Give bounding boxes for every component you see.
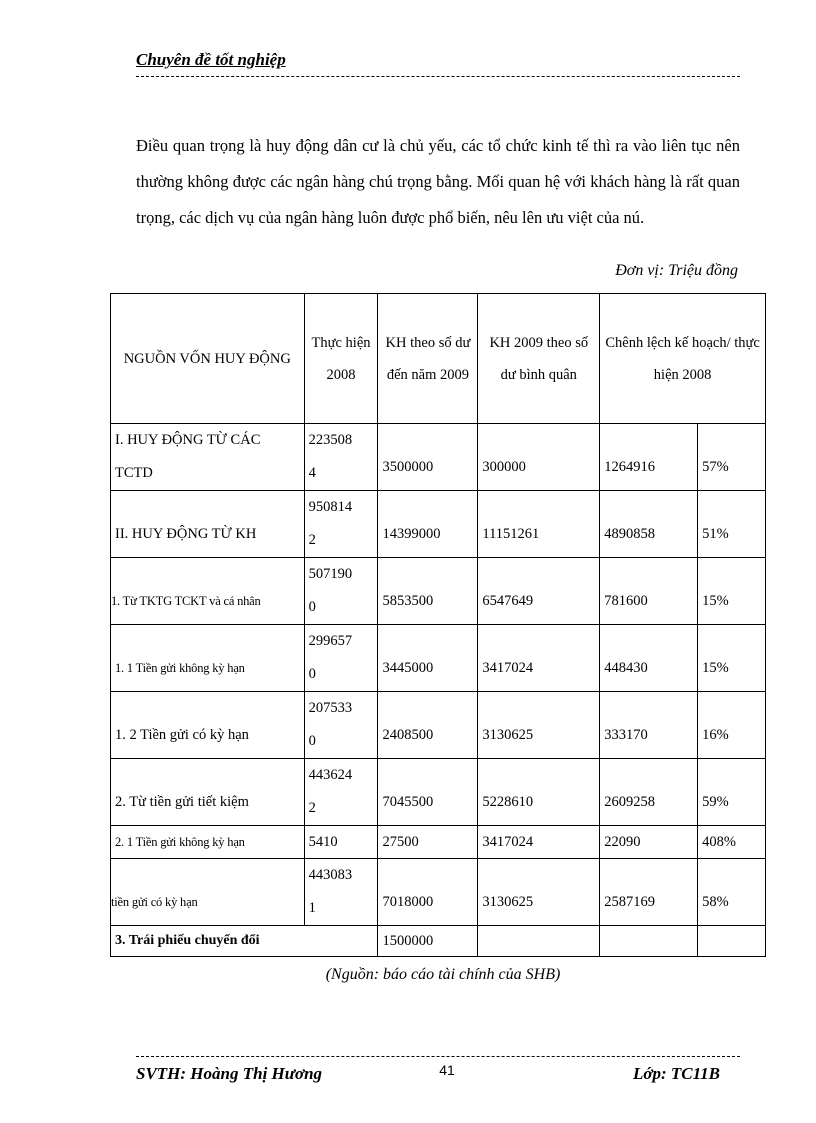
row-plan-avg: 3130625 <box>478 692 600 759</box>
table-row <box>111 424 766 491</box>
row-actual <box>304 859 378 926</box>
row-plan-avg: 300000 <box>478 424 600 491</box>
table-row <box>111 558 766 625</box>
row-pct: 16% <box>698 692 766 759</box>
row-actual-line2: 2 <box>308 532 316 548</box>
header-title: Chuyên đề tốt nghiệp <box>136 50 286 69</box>
row-actual <box>304 424 378 491</box>
table-row <box>111 926 766 957</box>
row-name-line2: TCTD <box>115 465 153 481</box>
row-actual-line2: 0 <box>308 599 316 615</box>
row-actual-line1: 207533 <box>308 700 353 716</box>
row-actual <box>304 625 378 692</box>
source-note: (Nguồn: báo cáo tài chính của SHB) <box>325 966 561 983</box>
capital-table <box>110 293 766 957</box>
table-row <box>111 491 766 558</box>
row-pct: 58% <box>698 859 766 926</box>
footer-divider <box>136 1056 740 1057</box>
row-actual-line2: 4 <box>308 465 316 481</box>
row-name: II. HUY ĐỘNG TỪ KH <box>111 491 305 558</box>
row-name: tiền gửi có kỳ hạn <box>111 859 305 926</box>
row-name: 1. Từ TKTG TCKT và cá nhân <box>111 558 305 625</box>
header-actual: Thực hiện 2008 <box>304 294 378 424</box>
unit-label: Đơn vị: Triệu đồng <box>615 262 738 279</box>
row-pct: 59% <box>698 759 766 826</box>
row-plan-end: 3500000 <box>378 424 478 491</box>
row-actual: 5410 <box>304 826 378 859</box>
row-plan-avg <box>478 926 600 957</box>
row-actual-line2: 0 <box>308 666 316 682</box>
row-plan-end: 1500000 <box>378 926 478 957</box>
row-diff: 2587169 <box>600 859 698 926</box>
row-plan-end: 14399000 <box>378 491 478 558</box>
row-actual-line1: 443083 <box>308 867 353 883</box>
row-pct: 15% <box>698 625 766 692</box>
row-diff: 448430 <box>600 625 698 692</box>
table-row <box>111 625 766 692</box>
row-actual <box>304 759 378 826</box>
row-name: 2. 1 Tiền gửi không kỳ hạn <box>111 826 305 859</box>
row-plan-end: 7018000 <box>378 859 478 926</box>
row-plan-avg: 3130625 <box>478 859 600 926</box>
row-diff: 1264916 <box>600 424 698 491</box>
header-source: NGUỒN VỐN HUY ĐỘNG <box>111 294 305 424</box>
header-plan-end: KH theo số dư đến năm 2009 <box>378 294 478 424</box>
row-diff <box>600 926 698 957</box>
row-diff: 333170 <box>600 692 698 759</box>
table-header-row <box>111 294 766 424</box>
row-actual-line2: 0 <box>308 733 316 749</box>
body-paragraph: Điều quan trọng là huy động dân cư là chủ yếu, các tổ chức kinh tế thì ra vào liên tục nên thường không được các ngân hàng chú trọng bằng. Mối quan hệ với khách hàng là rất quan trọng, các dịch vụ của ngân hàng luôn được phổ biến, nêu lên ưu việt của nú. <box>136 136 740 227</box>
row-name: 2. Từ tiền gửi tiết kiệm <box>111 759 305 826</box>
row-diff: 4890858 <box>600 491 698 558</box>
header-plan-avg: KH 2009 theo số dư bình quân <box>478 294 600 424</box>
row-actual-line2: 1 <box>308 900 316 916</box>
row-actual-line1: 443624 <box>308 767 353 783</box>
row-name: 1. 1 Tiền gửi không kỳ hạn <box>111 625 305 692</box>
row-name <box>111 424 305 491</box>
row-pct <box>698 926 766 957</box>
page-header <box>136 50 740 77</box>
row-actual <box>304 491 378 558</box>
row-plan-avg: 5228610 <box>478 759 600 826</box>
page-number: 41 <box>439 1062 455 1078</box>
row-pct: 408% <box>698 826 766 859</box>
row-actual <box>304 558 378 625</box>
row-pct: 51% <box>698 491 766 558</box>
row-plan-end: 5853500 <box>378 558 478 625</box>
row-plan-avg: 11151261 <box>478 491 600 558</box>
row-plan-end: 7045500 <box>378 759 478 826</box>
row-name-line1: I. HUY ĐỘNG TỪ CÁC <box>115 432 261 448</box>
row-name: 1. 2 Tiền gửi có kỳ hạn <box>111 692 305 759</box>
row-plan-avg: 6547649 <box>478 558 600 625</box>
row-pct: 15% <box>698 558 766 625</box>
row-plan-avg: 3417024 <box>478 625 600 692</box>
row-actual-line1: 507190 <box>308 566 353 582</box>
table-row <box>111 759 766 826</box>
table-row <box>111 859 766 926</box>
row-name: 3. Trái phiếu chuyển đổi <box>111 926 378 957</box>
row-diff: 2609258 <box>600 759 698 826</box>
row-actual-line1: 950814 <box>308 499 353 515</box>
row-actual-line1: 299657 <box>308 633 353 649</box>
footer-class: Lớp: TC11B <box>632 1064 720 1083</box>
row-diff: 22090 <box>600 826 698 859</box>
row-plan-end: 3445000 <box>378 625 478 692</box>
row-actual <box>304 692 378 759</box>
row-diff: 781600 <box>600 558 698 625</box>
row-actual-line2: 2 <box>308 800 316 816</box>
row-plan-end: 27500 <box>378 826 478 859</box>
table-row <box>111 692 766 759</box>
footer-author: SVTH: Hoàng Thị Hương <box>136 1064 323 1083</box>
row-plan-end: 2408500 <box>378 692 478 759</box>
table-row <box>111 826 766 859</box>
row-plan-avg: 3417024 <box>478 826 600 859</box>
row-pct: 57% <box>698 424 766 491</box>
header-diff: Chênh lệch kế hoạch/ thực hiện 2008 <box>600 294 766 424</box>
row-actual-line1: 223508 <box>308 432 353 448</box>
